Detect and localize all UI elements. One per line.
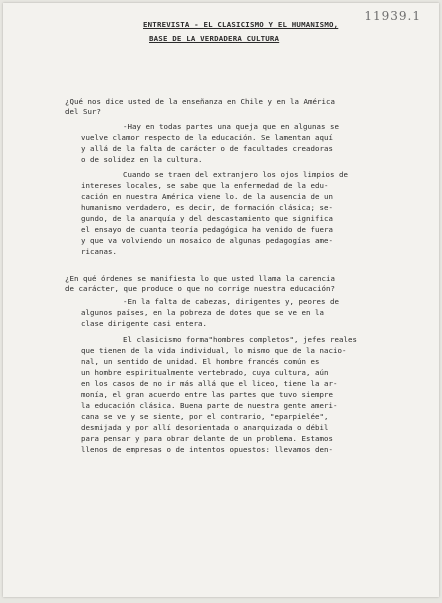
folio-number: 11939.1 — [364, 9, 421, 23]
body-line: que tienen de la vida individual, lo mismo que de la nacio- — [81, 346, 347, 355]
body-line: intereses locales, se sabe que la enfermedad de la edu- — [81, 181, 329, 190]
body-line: Cuando se traen del extranjero los ojos limpios de — [123, 170, 348, 179]
body-line: un hombre espiritualmente vertebrado, cuya cultura, aún — [81, 368, 329, 377]
body-line: monía, el gran acuerdo entre las partes que tuvo siempre — [81, 390, 333, 399]
body-line: algunos países, en la pobreza de dotes que se ve en la — [81, 308, 324, 317]
body-line: vuelve clamor respecto de la educación. Se lamentan aquí — [81, 133, 333, 142]
body-line: gundo, de la anarquía y del descastamiento que significa — [81, 214, 333, 223]
body-line: desmijada y por allí desorientada o anarquizada o débil — [81, 423, 329, 432]
body-line: y allá de la falta de carácter o de facultades creadoras — [81, 144, 333, 153]
body-line: clase dirigente casi entera. — [81, 319, 207, 328]
body-line: ¿En qué órdenes se manifiesta lo que usted llama la carencia — [65, 274, 335, 283]
body-line: de carácter, que produce o que no corrige nuestra educación? — [65, 284, 335, 293]
body-line: ¿Qué nos dice usted de la enseñanza en Chile y en la América — [65, 97, 335, 106]
document-page — [3, 3, 439, 597]
body-line: El clasicismo forma"hombres completos", jefes reales — [123, 335, 357, 344]
body-line: -En la falta de cabezas, dirigentes y, peores de — [123, 297, 339, 306]
body-line: -Hay en todas partes una queja que en algunas se — [123, 122, 339, 131]
body-line: en los casos de no ir más allá que el liceo, tiene la ar- — [81, 379, 338, 388]
body-line: ricanas. — [81, 247, 117, 256]
title-line-1: ENTREVISTA - EL CLASICISMO Y EL HUMANISMO, — [143, 20, 339, 29]
document-body — [3, 3, 439, 597]
body-line: llenos de empresas o de intentos opuestos: llevamos den- — [81, 445, 333, 454]
body-line: el ensayo de cuanta teoría pedagógica ha venido de fuera — [81, 225, 333, 234]
body-line: humanismo verdadero, es decir, de formación clásica; se- — [81, 203, 333, 212]
body-line: cación en nuestra América viene lo. de la ausencia de un — [81, 192, 333, 201]
body-line: nal, un sentido de unidad. El hombre francés común es — [81, 357, 320, 366]
title-line-2: BASE DE LA VERDADERA CULTURA — [149, 34, 280, 43]
body-line: cana se ve y se siente, por el contrario, "eparpielée", — [81, 412, 329, 421]
body-line: y que va volviendo un mosaico de algunas pedagogías ame- — [81, 236, 333, 245]
body-line: del Sur? — [65, 107, 101, 116]
body-line: la educación clásica. Buena parte de nuestra gente ameri- — [81, 401, 338, 410]
body-line: para pensar y para obrar delante de un problema. Estamos — [81, 434, 333, 443]
body-line: o de solidez en la cultura. — [81, 155, 203, 164]
